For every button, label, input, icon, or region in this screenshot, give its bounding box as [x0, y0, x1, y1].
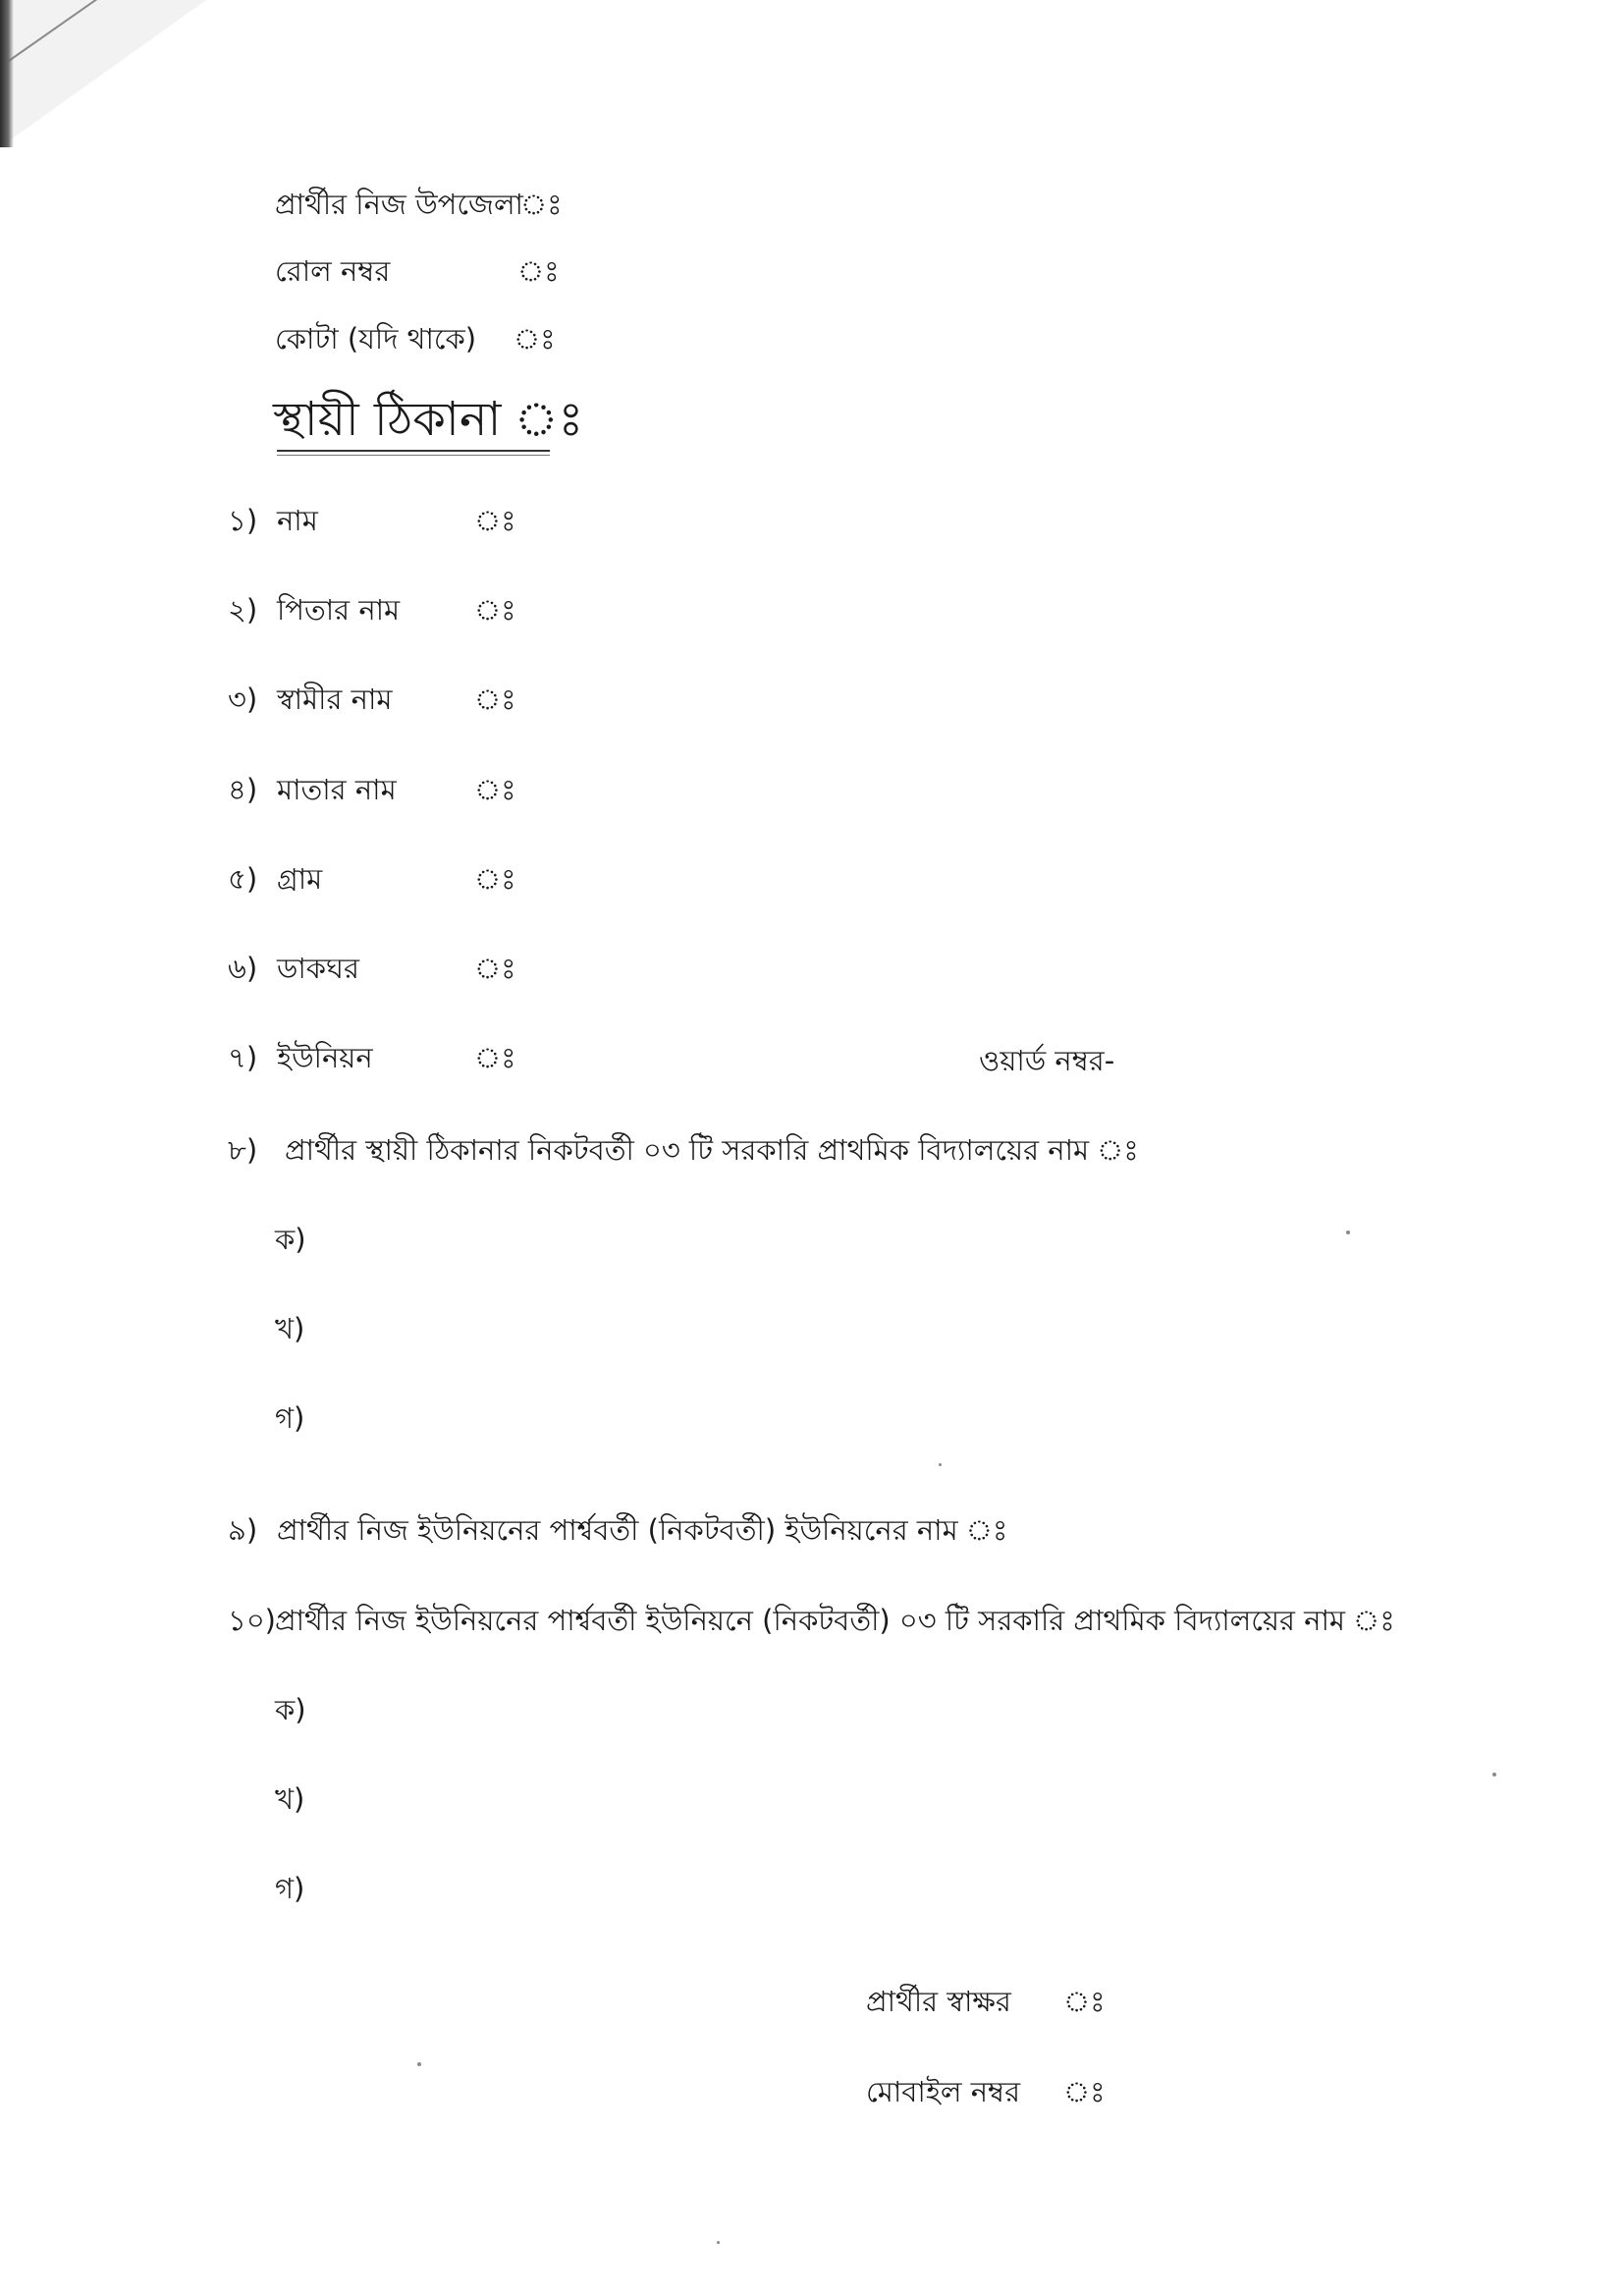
field-4-number: ৪) — [228, 773, 258, 806]
scan-speck — [717, 2241, 720, 2244]
field-2-separator: ঃ — [474, 593, 516, 627]
field-5-number: ৫) — [228, 862, 258, 896]
field-1-separator: ঃ — [474, 504, 516, 537]
quota-separator: ঃ — [514, 322, 556, 355]
q8-item-ka: ক) — [275, 1223, 306, 1256]
field-5-label: গ্রাম — [277, 862, 323, 896]
scan-speck — [1492, 1773, 1496, 1777]
q10-item-ga: গ) — [275, 1872, 305, 1905]
field-5-separator: ঃ — [474, 862, 516, 896]
field-2-number: ২) — [228, 593, 258, 627]
field-6-separator: ঃ — [474, 952, 516, 985]
field-2-label: পিতার নাম — [277, 593, 401, 627]
q9-text: প্রার্থীর নিজ ইউনিয়নের পার্শ্ববর্তী (নিকটবর্তী) ইউনিয়নের নাম ঃ — [277, 1513, 1008, 1547]
signature-separator: ঃ — [1063, 1985, 1106, 2018]
scan-speck — [1346, 1230, 1350, 1234]
q8-text: প্রার্থীর স্থায়ী ঠিকানার নিকটবর্তী ০৩ টি সরকারি প্রাথমিক বিদ্যালয়ের নাম ঃ — [285, 1133, 1139, 1167]
scan-speck — [417, 2062, 421, 2066]
q10-number: ১০) — [228, 1604, 276, 1637]
upazila-separator: ঃ — [520, 188, 563, 221]
quota-label: কোটা (যদি থাকে) — [275, 322, 477, 355]
field-1-number: ১) — [228, 504, 258, 537]
q10-item-ka: ক) — [275, 1693, 306, 1726]
q9-number: ৯) — [228, 1513, 258, 1547]
scan-edge-shadow — [0, 0, 14, 147]
field-7-label: ইউনিয়ন — [277, 1041, 373, 1074]
q8-number: ৮) — [228, 1133, 258, 1167]
q8-item-ga: গ) — [275, 1401, 305, 1435]
roll-separator: ঃ — [517, 254, 560, 288]
field-4-label: মাতার নাম — [277, 773, 397, 806]
mobile-separator: ঃ — [1063, 2075, 1106, 2108]
field-3-separator: ঃ — [474, 683, 516, 716]
ward-label: ওয়ার্ড নম্বর- — [979, 1044, 1115, 1077]
section-title-underline-2 — [277, 455, 550, 456]
mobile-label: মোবাইল নম্বর — [866, 2075, 1021, 2108]
field-6-number: ৬) — [228, 952, 258, 985]
field-4-separator: ঃ — [474, 773, 516, 806]
field-1-label: নাম — [277, 504, 318, 537]
field-7-separator: ঃ — [474, 1041, 516, 1074]
scan-speck — [939, 1463, 942, 1466]
folded-corner — [0, 0, 206, 147]
field-3-number: ৩) — [228, 683, 258, 716]
section-title: স্থায়ী ঠিকানা ঃ — [273, 392, 584, 447]
q10-text: প্রার্থীর নিজ ইউনিয়নের পার্শ্ববর্তী ইউনিয়নে (নিকটবর্তী) ০৩ টি সরকারি প্রাথমিক বিদ্যালয়ের নাম ঃ — [275, 1604, 1395, 1637]
field-7-number: ৭) — [228, 1041, 258, 1074]
field-6-label: ডাকঘর — [277, 952, 359, 985]
section-title-underline — [277, 450, 550, 452]
roll-label: রোল নম্বর — [275, 254, 391, 288]
q8-item-kha: খ) — [275, 1312, 305, 1345]
signature-label: প্রার্থীর স্বাক্ষর — [866, 1985, 1011, 2018]
upazila-label: প্রার্থীর নিজ উপজেলা — [275, 188, 523, 221]
q10-item-kha: খ) — [275, 1782, 305, 1816]
field-3-label: স্বামীর নাম — [277, 683, 393, 716]
